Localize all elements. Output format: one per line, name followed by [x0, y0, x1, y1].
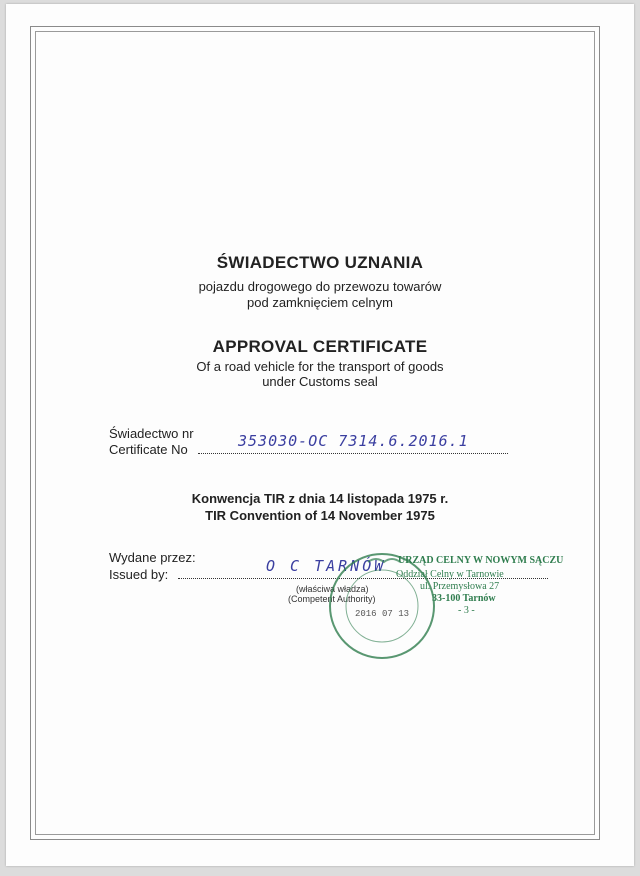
subtitle-polish-line1: pojazdu drogowego do przewozu towarów	[198, 279, 442, 294]
stamp-line1: URZĄD CELNY W NOWYM SĄCZU	[398, 555, 564, 566]
issued-label-en: Issued by:	[109, 567, 169, 582]
certificate-label-en: Certificate No	[109, 442, 188, 457]
competent-authority-note-pl: (właściwa władza)	[296, 584, 369, 594]
convention-english: TIR Convention of 14 November 1975	[205, 508, 435, 523]
certificate-label-pl: Świadectwo nr	[109, 426, 194, 441]
title-polish: ŚWIADECTWO UZNANIA	[216, 253, 424, 272]
subtitle-english-line1: Of a road vehicle for the transport of goods	[196, 359, 444, 374]
issued-label-pl: Wydane przez:	[109, 550, 196, 565]
title-english: APPROVAL CERTIFICATE	[212, 337, 428, 356]
certificate-page	[6, 4, 634, 866]
stamp-line2: Oddział Celny w Tarnowie	[396, 569, 504, 580]
competent-authority-note-en: (Competent Authority)	[288, 594, 376, 604]
subtitle-english-line2: under Customs seal	[262, 374, 378, 389]
convention-polish: Konwencja TIR z dnia 14 listopada 1975 r.	[191, 491, 449, 506]
certificate-number: 353030-OC 7314.6.2016.1	[238, 432, 469, 450]
issued-by-value: O C TARNÓW	[266, 557, 387, 575]
stamp-line4: 33-100 Tarnów	[432, 593, 496, 604]
subtitle-polish-line2: pod zamknięciem celnym	[247, 295, 393, 310]
stamp-date: 2016 07 13	[354, 609, 410, 619]
certificate-number-line	[198, 453, 508, 454]
stamp-line3: ul. Przemysłowa 27	[420, 581, 500, 592]
stamp-line5: - 3 -	[458, 605, 475, 616]
